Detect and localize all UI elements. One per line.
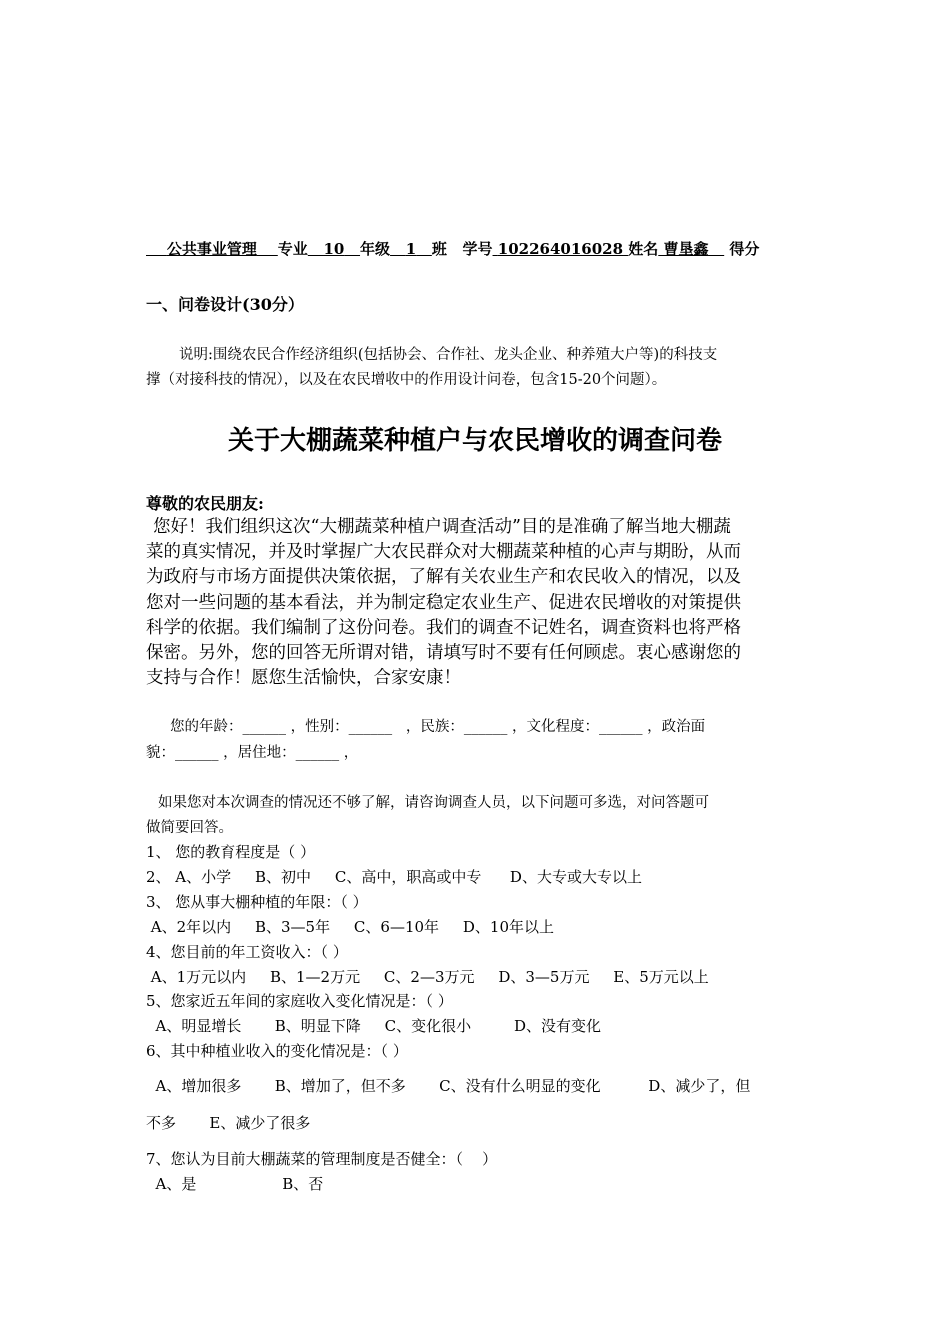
grade-label: 年级	[360, 240, 391, 258]
question-2: 3、 您从事大棚种植的年限：（ ）	[146, 893, 368, 911]
question-6: 7、您认为目前大棚蔬菜的管理制度是否健全：（ ）	[146, 1150, 498, 1168]
intro-line-6: 保密。另外，您的回答无所谓对错，请填写时不要有任何顾虑。衷心感谢您的	[146, 643, 741, 663]
question-2-options: A、2年以内 B、3—5年 C、6—10年 D、10年以上	[146, 918, 554, 936]
student-info-header	[146, 242, 759, 257]
question-1-options: 2、 A、小学 B、初中 C、高中，职高或中专 D、大专或大专以上	[146, 868, 642, 886]
instruction-line-2: 撑（对接科技的情况），以及在农民增收中的作用设计问卷，包含15-20个问题）。	[146, 372, 667, 388]
major-value: 公共事业管理	[166, 240, 257, 258]
intro-line-7: 支持与合作！愿您生活愉快，合家安康！	[146, 668, 461, 688]
intro-line-3: 为政府与市场方面提供决策依据，了解有关农业生产和农民收入的情况，以及	[146, 567, 741, 587]
class-value: 1	[405, 240, 417, 258]
intro-line-2: 菜的真实情况，并及时掌握广大农民群众对大棚蔬菜种植的心声与期盼，从而	[146, 542, 741, 562]
student-id-label: 学号	[462, 240, 493, 258]
name-value: 曹垦鑫	[663, 240, 709, 258]
question-6-options: A、是 B、否	[146, 1175, 324, 1193]
class-label: 班	[431, 240, 447, 258]
name-label: 姓名	[628, 240, 659, 258]
section-title: 一、问卷设计(30分）	[146, 295, 304, 314]
intro-line-5: 科学的依据。我们编制了这份问卷。我们的调查不记姓名，调查资料也将严格	[146, 618, 741, 638]
question-3: 4、您目前的年工资收入：（ ）	[146, 943, 348, 961]
note-line-1: 如果您对本次调查的情况还不够了解，请咨询调查人员，以下问题可多选，对问答题可	[158, 795, 709, 811]
question-3-options: A、1万元以内 B、1—2万元 C、2—3万元 D、3—5万元 E、5万元以上	[146, 968, 709, 986]
question-4: 5、您家近五年间的家庭收入变化情况是：（ ）	[146, 992, 453, 1010]
info-line-1: 您的年龄：______ ，性别：______ ，民族：______ ，文化程度：______ ，政治面	[170, 719, 706, 735]
grade-value: 10	[323, 240, 345, 258]
note-line-2: 做简要回答。	[146, 820, 233, 836]
question-1: 1、 您的教育程度是（ ）	[146, 843, 316, 861]
score-label: 得分	[729, 240, 760, 258]
instruction-line-1: 说明:围绕农民合作经济组织(包括协会、合作社、龙头企业、种养殖大户等)的科技支	[179, 347, 718, 363]
question-5-options-cont: 不多 E、减少了很多	[146, 1114, 311, 1132]
intro-line-4: 您对一些问题的基本看法，并为制定稳定农业生产、促进农民增收的对策提供	[146, 593, 741, 613]
intro-line-1: 您好！我们组织这次“大棚蔬菜种植户调查活动”目的是准确了解当地大棚蔬	[153, 517, 731, 537]
question-4-options: A、明显增长 B、明显下降 C、变化很小 D、没有变化	[146, 1017, 602, 1035]
greeting: 尊敬的农民朋友:	[146, 494, 264, 513]
survey-title: 关于大棚蔬菜种植户与农民增收的调查问卷	[227, 426, 722, 456]
question-5-options: A、增加很多 B、增加了，但不多 C、没有什么明显的变化 D、减少了，但	[146, 1077, 751, 1095]
major-label: 专业	[277, 240, 308, 258]
student-id-value: 102264016028	[497, 240, 624, 258]
info-line-2: 貌：______ ，居住地：______ ，	[146, 745, 359, 761]
question-5: 6、其中种植业收入的变化情况是：（ ）	[146, 1042, 408, 1060]
